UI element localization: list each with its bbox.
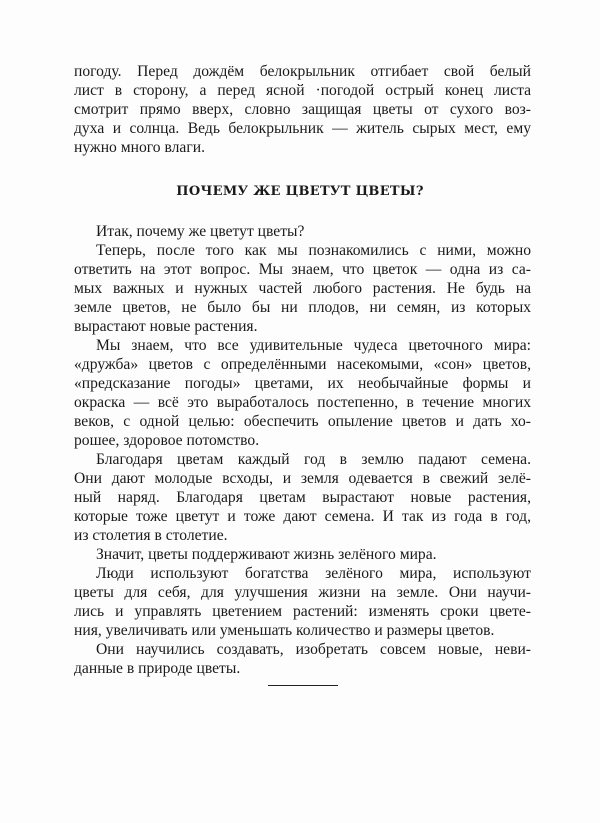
text-line: смотрит прямо вверх, словно защищая цветы от сухого воз- bbox=[74, 101, 531, 118]
text-line: цветы для себя, для улучшения жизни на земле. Они научи- bbox=[74, 584, 531, 601]
text-line: рошее, здоровое потомство. bbox=[74, 432, 260, 449]
text-line: из столетия в столетие. bbox=[74, 527, 228, 544]
text-line: духа и солнца. Ведь белокрыльник — житель сырых мест, ему bbox=[74, 120, 531, 137]
section-heading: ПОЧЕМУ ЖЕ ЦВЕТУТ ЦВЕТЫ? bbox=[176, 184, 424, 199]
text-line: нужно много влаги. bbox=[74, 139, 205, 156]
text-line: ответить на этот вопрос. Мы знаем, что цветок — одна из са- bbox=[74, 261, 531, 278]
text-line: Они научились создавать, изобретать совсем новые, неви- bbox=[96, 641, 531, 658]
text-line: Мы знаем, что все удивительные чудеса цветочного мира: bbox=[96, 337, 531, 354]
text-line: земле цветов, не было бы ни плодов, ни семян, из которых bbox=[74, 299, 531, 316]
intro-paragraph bbox=[74, 62, 531, 157]
text-line: вырастают новые растения. bbox=[74, 318, 258, 335]
text-line: погоду. Перед дождём белокрыльник отгибает свой белый bbox=[74, 63, 531, 80]
text-line: лись и управлять цветением растений: изменять сроки цвете- bbox=[74, 603, 531, 620]
text-line: Итак, почему же цветут цветы? bbox=[96, 223, 305, 240]
text-line: веков, с одной целью: обеспечить опыление цветов и дать хо- bbox=[74, 413, 531, 430]
text-line: «предсказание погоды» цветами, их необычайные формы и bbox=[74, 375, 531, 392]
text-line: которые тоже цветут и тоже дают семена. И так из года в год, bbox=[74, 508, 531, 525]
text-line: Люди используют богатства зелёного мира, используют bbox=[96, 565, 531, 582]
section-body bbox=[74, 222, 531, 678]
text-line: мых важных и нужных частей любого растения. Не будь на bbox=[74, 280, 531, 297]
text-line: «дружба» цветов с определёнными насекомыми, «сон» цветов, bbox=[74, 356, 531, 373]
text-line: ный наряд. Благодаря цветам вырастают новые растения, bbox=[74, 489, 531, 506]
text-line: лист в сторону, а перед ясной ·погодой острый конец листа bbox=[74, 82, 531, 99]
text-line: Они дают молодые всходы, и земля одевается в свежий зелё- bbox=[74, 470, 531, 487]
text-line: Благодаря цветам каждый год в землю падают семена. bbox=[96, 451, 531, 468]
text-line: данные в природе цветы. bbox=[74, 660, 241, 677]
text-line: окраска — всё это выработалось постепенно, в течение многих bbox=[74, 394, 531, 411]
text-line: ния, увеличивать или уменьшать количество и размеры цветов. bbox=[74, 622, 495, 639]
end-divider bbox=[268, 685, 338, 686]
text-line: Теперь, после того как мы познакомились с ними, можно bbox=[96, 242, 531, 259]
text-line: Значит, цветы поддерживают жизнь зелёного мира. bbox=[96, 546, 437, 563]
